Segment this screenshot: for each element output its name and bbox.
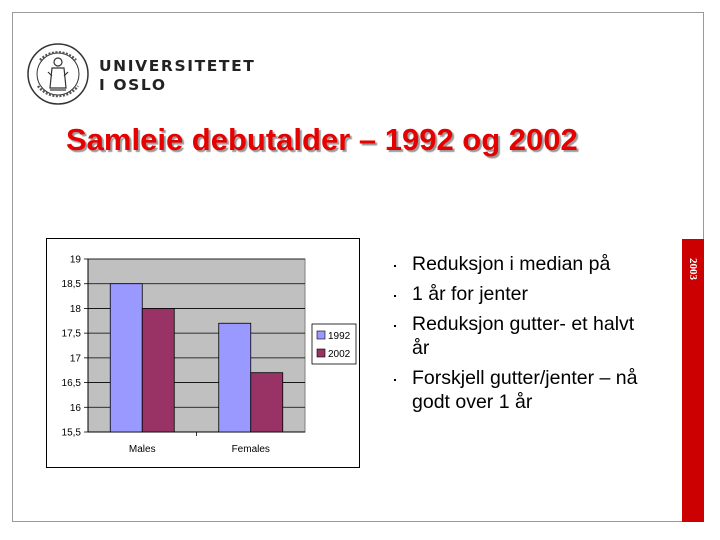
logo-line-2: I OSLO <box>99 76 167 94</box>
legend-swatch-1992 <box>317 331 325 339</box>
bullet-text: Reduksjon i median på <box>412 253 611 275</box>
bullet-dot-icon <box>394 295 396 297</box>
bullet-text: 1 år for jenter <box>412 283 528 305</box>
y-tick-label: 17,5 <box>61 328 81 340</box>
x-category-label: Females <box>231 444 270 455</box>
bar-2002-males <box>142 308 174 432</box>
legend-swatch-2002 <box>317 349 325 357</box>
bullet-item <box>386 312 646 360</box>
university-seal-icon <box>26 42 90 106</box>
bar-chart <box>46 238 360 468</box>
bullet-item <box>386 366 646 414</box>
bullet-text: Forskjell gutter/jenter – nå godt over 1 år <box>412 367 638 413</box>
bar-1992-males <box>110 284 142 432</box>
bullet-list <box>386 252 646 420</box>
bullet-item <box>386 252 646 276</box>
slide-title: Samleie debutalder – 1992 og 2002 <box>66 122 578 157</box>
university-logo-text <box>99 57 255 95</box>
side-year-label: 2003 <box>687 258 699 280</box>
y-tick-label: 15,5 <box>61 427 81 439</box>
y-tick-label: 18 <box>69 303 81 315</box>
y-tick-label: 19 <box>69 254 81 266</box>
bar-1992-females <box>219 323 251 432</box>
y-tick-label: 16,5 <box>61 378 81 390</box>
x-category-label: Males <box>128 444 156 455</box>
y-tick-label: 16 <box>69 402 81 414</box>
bullet-dot-icon <box>394 325 396 327</box>
y-tick-label: 17 <box>69 353 81 365</box>
bar-2002-females <box>251 373 283 432</box>
y-tick-label: 18,5 <box>61 279 81 291</box>
bullet-item <box>386 282 646 306</box>
legend-label-1992: 1992 <box>328 331 351 342</box>
bullet-text: Reduksjon gutter- et halvt år <box>412 313 635 359</box>
bullet-dot-icon <box>394 265 396 267</box>
bullet-dot-icon <box>394 379 396 381</box>
logo-line-1: UNIVERSITETET <box>99 57 256 75</box>
legend-label-2002: 2002 <box>328 349 351 360</box>
